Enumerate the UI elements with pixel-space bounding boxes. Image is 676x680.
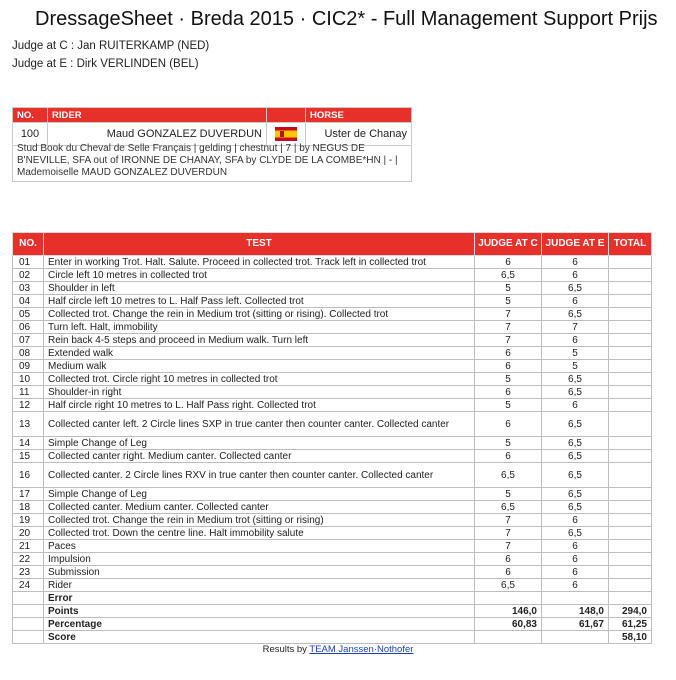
footer xyxy=(0,644,676,655)
summary-row xyxy=(13,592,652,605)
row-test: Half circle right 10 metres to L. Half Pass right. Collected trot xyxy=(44,399,475,412)
row-no: 16 xyxy=(13,463,44,488)
row-total xyxy=(609,334,652,347)
summary-row xyxy=(13,605,652,618)
row-test: Collected trot. Down the centre line. Halt immobility salute xyxy=(44,527,475,540)
row-judge-e: 6 xyxy=(542,399,609,412)
row-judge-e: 6 xyxy=(542,269,609,282)
col-test: TEST xyxy=(44,233,475,256)
table-row xyxy=(13,334,652,347)
row-judge-e: 6 xyxy=(542,579,609,592)
row-total xyxy=(609,373,652,386)
table-row xyxy=(13,540,652,553)
row-total xyxy=(609,514,652,527)
summary-row xyxy=(13,618,652,631)
row-judge-c: 5 xyxy=(475,488,542,501)
row-judge-e: 6,5 xyxy=(542,527,609,540)
row-judge-e: 6,5 xyxy=(542,282,609,295)
summary-label: Score xyxy=(44,631,475,644)
row-judge-e: 5 xyxy=(542,347,609,360)
row-test: Rider xyxy=(44,579,475,592)
row-judge-c: 6,5 xyxy=(475,463,542,488)
row-test: Collected canter. Medium canter. Collected canter xyxy=(44,501,475,514)
row-judge-e: 6,5 xyxy=(542,412,609,437)
table-row xyxy=(13,488,652,501)
col-total: TOTAL xyxy=(609,233,652,256)
row-judge-e: 6 xyxy=(542,256,609,269)
row-no: 19 xyxy=(13,514,44,527)
row-total xyxy=(609,282,652,295)
footer-prefix: Results by xyxy=(262,644,307,655)
row-test: Collected canter left. 2 Circle lines SXP in true canter then counter canter. Collected canter xyxy=(44,412,475,437)
summary-total: 58,10 xyxy=(609,631,652,644)
row-total xyxy=(609,450,652,463)
summary-label: Points xyxy=(44,605,475,618)
rider-number: 100 xyxy=(13,123,48,146)
row-judge-e: 6 xyxy=(542,566,609,579)
row-test: Enter in working Trot. Halt. Salute. Proceed in collected trot. Track left in collected trot xyxy=(44,256,475,269)
summary-judge-c xyxy=(475,631,542,644)
summary-judge-c: 146,0 xyxy=(475,605,542,618)
row-no: 08 xyxy=(13,347,44,360)
summary-judge-c: 60,83 xyxy=(475,618,542,631)
row-judge-e: 6 xyxy=(542,514,609,527)
row-total xyxy=(609,269,652,282)
row-total xyxy=(609,437,652,450)
row-no: 02 xyxy=(13,269,44,282)
row-no: 09 xyxy=(13,360,44,373)
row-judge-e: 6,5 xyxy=(542,386,609,399)
score-table xyxy=(12,232,652,644)
spain-flag-icon xyxy=(275,127,297,141)
row-judge-c: 6 xyxy=(475,412,542,437)
row-total xyxy=(609,360,652,373)
row-no: 06 xyxy=(13,321,44,334)
rider-table xyxy=(12,107,412,146)
row-no: 17 xyxy=(13,488,44,501)
row-test: Collected trot. Change the rein in Medium trot (sitting or rising) xyxy=(44,514,475,527)
row-total xyxy=(609,256,652,269)
row-judge-c: 7 xyxy=(475,540,542,553)
row-test: Rein back 4-5 steps and proceed in Medium walk. Turn left xyxy=(44,334,475,347)
table-row xyxy=(13,269,652,282)
row-judge-c: 7 xyxy=(475,308,542,321)
row-judge-c: 6,5 xyxy=(475,269,542,282)
row-total xyxy=(609,501,652,514)
row-no: 10 xyxy=(13,373,44,386)
row-no: 24 xyxy=(13,579,44,592)
row-test: Medium walk xyxy=(44,360,475,373)
table-row xyxy=(13,386,652,399)
row-judge-c: 6,5 xyxy=(475,501,542,514)
table-row xyxy=(13,295,652,308)
row-judge-c: 5 xyxy=(475,437,542,450)
row-judge-e: 6,5 xyxy=(542,488,609,501)
summary-label: Percentage xyxy=(44,618,475,631)
row-judge-c: 7 xyxy=(475,321,542,334)
row-no: 07 xyxy=(13,334,44,347)
row-test: Turn left. Halt, immobility xyxy=(44,321,475,334)
col-no: NO. xyxy=(13,233,44,256)
row-judge-e: 7 xyxy=(542,321,609,334)
row-no: 05 xyxy=(13,308,44,321)
header-horse: HORSE xyxy=(306,108,412,123)
row-no: 04 xyxy=(13,295,44,308)
rider-name: Maud GONZALEZ DUVERDUN xyxy=(48,123,267,146)
summary-row xyxy=(13,631,652,644)
row-judge-e: 6 xyxy=(542,540,609,553)
row-judge-e: 6 xyxy=(542,553,609,566)
row-judge-e: 6 xyxy=(542,295,609,308)
row-total xyxy=(609,308,652,321)
row-judge-c: 5 xyxy=(475,399,542,412)
row-total xyxy=(609,386,652,399)
summary-judge-e xyxy=(542,631,609,644)
table-row xyxy=(13,553,652,566)
row-judge-c: 6 xyxy=(475,566,542,579)
row-test: Simple Change of Leg xyxy=(44,437,475,450)
row-judge-e: 5 xyxy=(542,360,609,373)
col-judge-e: JUDGE AT E xyxy=(542,233,609,256)
col-judge-c: JUDGE AT C xyxy=(475,233,542,256)
row-no: 01 xyxy=(13,256,44,269)
row-test: Simple Change of Leg xyxy=(44,488,475,501)
row-no: 14 xyxy=(13,437,44,450)
table-row xyxy=(13,321,652,334)
table-row xyxy=(13,256,652,269)
row-total xyxy=(609,347,652,360)
row-judge-c: 6 xyxy=(475,450,542,463)
summary-judge-e xyxy=(542,592,609,605)
summary-judge-e: 61,67 xyxy=(542,618,609,631)
row-test: Half circle left 10 metres to L. Half Pass left. Collected trot xyxy=(44,295,475,308)
row-test: Collected canter right. Medium canter. Collected canter xyxy=(44,450,475,463)
table-row xyxy=(13,437,652,450)
row-total xyxy=(609,527,652,540)
summary-total: 294,0 xyxy=(609,605,652,618)
table-row xyxy=(13,308,652,321)
table-row xyxy=(13,579,652,592)
row-total xyxy=(609,488,652,501)
table-row xyxy=(13,463,652,488)
table-row xyxy=(13,566,652,579)
summary-total: 61,25 xyxy=(609,618,652,631)
judge-e: Judge at E : Dirk VERLINDEN (BEL) xyxy=(12,58,199,70)
table-row xyxy=(13,412,652,437)
row-no: 15 xyxy=(13,450,44,463)
row-test: Collected trot. Circle right 10 metres in collected trot xyxy=(44,373,475,386)
row-judge-e: 6,5 xyxy=(542,463,609,488)
row-test: Shoulder in left xyxy=(44,282,475,295)
row-judge-c: 6 xyxy=(475,256,542,269)
header-rider: RIDER xyxy=(48,108,267,123)
table-row xyxy=(13,514,652,527)
team-link[interactable]: TEAM Janssen·Nothofer xyxy=(309,644,414,655)
row-no: 13 xyxy=(13,412,44,437)
row-judge-e: 6,5 xyxy=(542,308,609,321)
row-judge-c: 5 xyxy=(475,282,542,295)
table-row xyxy=(13,347,652,360)
row-no: 20 xyxy=(13,527,44,540)
row-no: 12 xyxy=(13,399,44,412)
row-judge-c: 6,5 xyxy=(475,579,542,592)
row-total xyxy=(609,553,652,566)
row-judge-c: 5 xyxy=(475,373,542,386)
row-judge-e: 6,5 xyxy=(542,501,609,514)
row-no: 11 xyxy=(13,386,44,399)
row-judge-e: 6,5 xyxy=(542,373,609,386)
header-flag xyxy=(267,108,306,123)
row-total xyxy=(609,579,652,592)
table-row xyxy=(13,501,652,514)
row-judge-c: 7 xyxy=(475,514,542,527)
row-judge-e: 6,5 xyxy=(542,450,609,463)
row-no: 03 xyxy=(13,282,44,295)
row-total xyxy=(609,321,652,334)
row-no: 22 xyxy=(13,553,44,566)
table-row xyxy=(13,360,652,373)
row-test: Paces xyxy=(44,540,475,553)
row-no: 23 xyxy=(13,566,44,579)
page-title: DressageSheet · Breda 2015 · CIC2* - Full Management Support Prijs xyxy=(35,8,658,30)
row-judge-c: 6 xyxy=(475,553,542,566)
row-judge-c: 6 xyxy=(475,386,542,399)
table-row xyxy=(13,527,652,540)
table-row xyxy=(13,399,652,412)
summary-total xyxy=(609,592,652,605)
row-judge-e: 6 xyxy=(542,334,609,347)
row-total xyxy=(609,295,652,308)
row-total xyxy=(609,463,652,488)
row-test: Submission xyxy=(44,566,475,579)
row-test: Extended walk xyxy=(44,347,475,360)
horse-info: Stud Book du Cheval de Selle Français | gelding | chestnut | 7 | by NEGUS DE B'NEVILLE, SFA out of IRONNE DE CHANAY, SFA by CLYDE DE LA COMBE*HN | - | Mademoiselle MAUD GONZALEZ DUVERDUN xyxy=(12,142,412,182)
row-test: Shoulder-in right xyxy=(44,386,475,399)
row-test: Circle left 10 metres in collected trot xyxy=(44,269,475,282)
row-judge-e: 6,5 xyxy=(542,437,609,450)
summary-judge-e: 148,0 xyxy=(542,605,609,618)
table-row xyxy=(13,373,652,386)
table-row xyxy=(13,282,652,295)
row-judge-c: 6 xyxy=(475,360,542,373)
row-total xyxy=(609,540,652,553)
row-total xyxy=(609,412,652,437)
row-total xyxy=(609,566,652,579)
row-total xyxy=(609,399,652,412)
row-test: Impulsion xyxy=(44,553,475,566)
row-test: Collected canter. 2 Circle lines RXV in true canter then counter canter. Collected canter xyxy=(44,463,475,488)
row-test: Collected trot. Change the rein in Medium trot (sitting or rising). Collected trot xyxy=(44,308,475,321)
row-judge-c: 7 xyxy=(475,527,542,540)
row-judge-c: 5 xyxy=(475,295,542,308)
header-no: NO. xyxy=(13,108,48,123)
row-judge-c: 6 xyxy=(475,347,542,360)
row-no: 18 xyxy=(13,501,44,514)
row-judge-c: 7 xyxy=(475,334,542,347)
judge-c: Judge at C : Jan RUITERKAMP (NED) xyxy=(12,40,210,52)
row-no: 21 xyxy=(13,540,44,553)
table-row xyxy=(13,450,652,463)
summary-label: Error xyxy=(44,592,475,605)
summary-judge-c xyxy=(475,592,542,605)
horse-name: Uster de Chanay xyxy=(306,123,412,146)
